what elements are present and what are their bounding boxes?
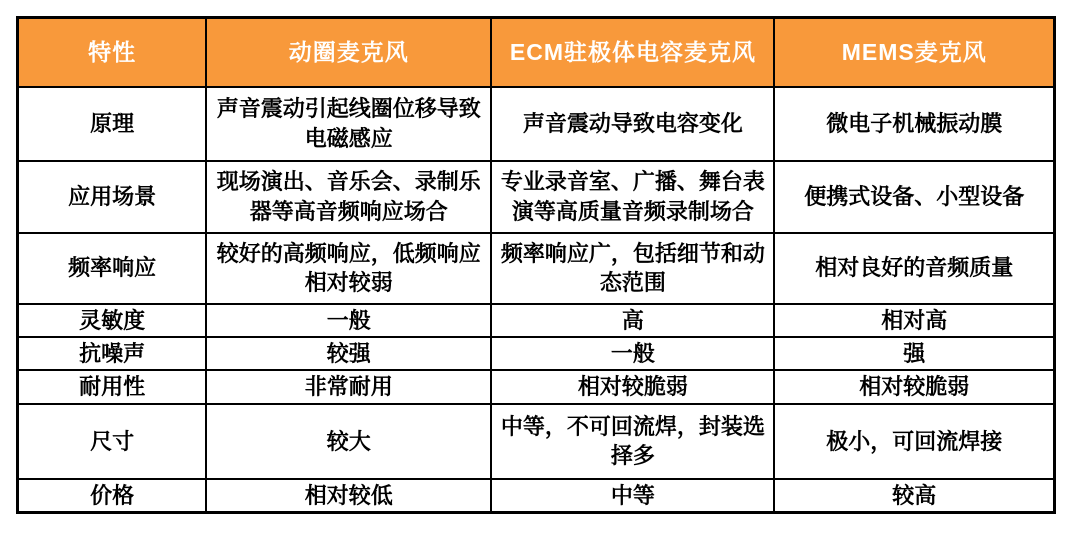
- value-cell: 非常耐用: [206, 370, 491, 404]
- table-row-principle: [18, 87, 1055, 161]
- value-cell: 较大: [206, 404, 491, 479]
- value-cell: 声音震动导致电容变化: [491, 87, 774, 161]
- microphone-comparison-table-wrap: [16, 16, 1056, 514]
- feature-cell: 价格: [18, 479, 207, 513]
- feature-cell: 原理: [18, 87, 207, 161]
- value-cell: 较好的高频响应，低频响应相对较弱: [206, 233, 491, 304]
- header-cell-mems-mic: MEMS麦克风: [774, 18, 1054, 87]
- value-cell: 相对较脆弱: [774, 370, 1054, 404]
- value-cell: 频率响应广，包括细节和动态范围: [491, 233, 774, 304]
- value-cell: 中等: [491, 479, 774, 513]
- feature-cell: 尺寸: [18, 404, 207, 479]
- table-row-price: [18, 479, 1055, 513]
- table-row-noise-resistance: [18, 337, 1055, 370]
- feature-cell: 抗噪声: [18, 337, 207, 370]
- value-cell: 相对高: [774, 304, 1054, 337]
- feature-cell: 灵敏度: [18, 304, 207, 337]
- value-cell: 相对较脆弱: [491, 370, 774, 404]
- feature-cell: 频率响应: [18, 233, 207, 304]
- table-row-size: [18, 404, 1055, 479]
- value-cell: 中等，不可回流焊，封装选择多: [491, 404, 774, 479]
- value-cell: 强: [774, 337, 1054, 370]
- microphone-comparison-table: [16, 16, 1056, 514]
- table-row-frequency-response: [18, 233, 1055, 304]
- value-cell: 一般: [206, 304, 491, 337]
- table-row-durability: [18, 370, 1055, 404]
- value-cell: 较强: [206, 337, 491, 370]
- header-cell-dynamic-mic: 动圈麦克风: [206, 18, 491, 87]
- value-cell: 现场演出、音乐会、录制乐器等高音频响应场合: [206, 161, 491, 233]
- value-cell: 相对较低: [206, 479, 491, 513]
- table-row-use-cases: [18, 161, 1055, 233]
- value-cell: 高: [491, 304, 774, 337]
- value-cell: 声音震动引起线圈位移导致电磁感应: [206, 87, 491, 161]
- value-cell: 较高: [774, 479, 1054, 513]
- value-cell: 相对良好的音频质量: [774, 233, 1054, 304]
- value-cell: 一般: [491, 337, 774, 370]
- value-cell: 极小，可回流焊接: [774, 404, 1054, 479]
- value-cell: 微电子机械振动膜: [774, 87, 1054, 161]
- feature-cell: 应用场景: [18, 161, 207, 233]
- value-cell: 专业录音室、广播、舞台表演等高质量音频录制场合: [491, 161, 774, 233]
- value-cell: 便携式设备、小型设备: [774, 161, 1054, 233]
- header-cell-feature: 特性: [18, 18, 207, 87]
- header-row: [18, 18, 1055, 87]
- header-cell-ecm-mic: ECM驻极体电容麦克风: [491, 18, 774, 87]
- table-row-sensitivity: [18, 304, 1055, 337]
- feature-cell: 耐用性: [18, 370, 207, 404]
